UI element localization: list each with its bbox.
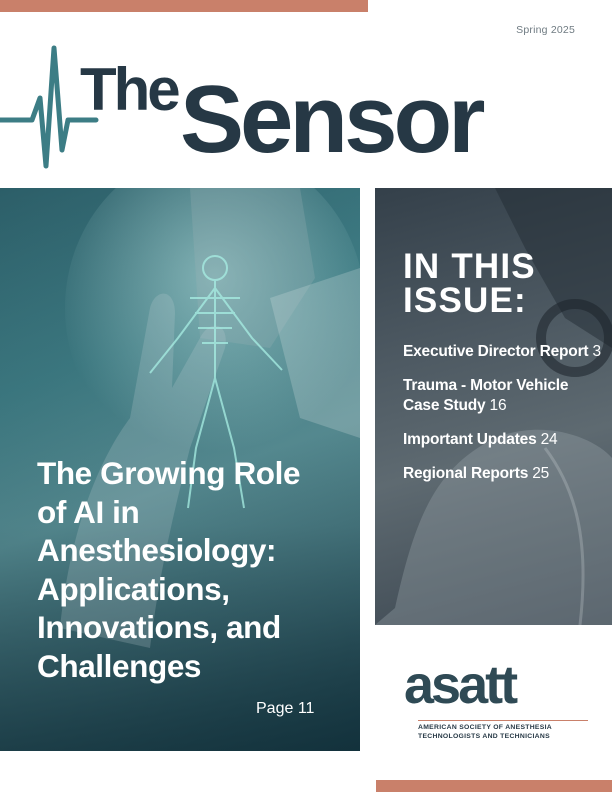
top-accent-bar [0, 0, 368, 12]
publisher-name: AMERICAN SOCIETY OF ANESTHESIA TECHNOLOGISTS AND TECHNICIANS [418, 720, 588, 741]
masthead-logo [0, 38, 612, 188]
publisher-logo-text: asatt [404, 655, 516, 715]
toc-heading: IN THIS ISSUE: [403, 247, 536, 320]
in-this-issue-panel [375, 188, 612, 625]
toc-item[interactable] [403, 464, 603, 484]
masthead-prefix: The [80, 56, 178, 123]
issue-date: Spring 2025 [516, 24, 575, 36]
toc-item-title: Executive Director Report [403, 343, 589, 360]
cover-page-ref[interactable]: Page 11 [256, 700, 315, 717]
cover-headline: The Growing Role of AI in Anesthesiology: Applications, Innovations, and Challenges [37, 455, 301, 684]
toc-item-page: 16 [489, 397, 507, 414]
toc-item-title: Regional Reports [403, 465, 529, 482]
toc-list [403, 342, 603, 498]
masthead-title: Sensor [180, 66, 482, 173]
masthead [0, 38, 612, 188]
cover-image [0, 188, 360, 751]
bottom-accent-bar [376, 780, 612, 792]
toc-item[interactable] [403, 430, 603, 450]
toc-item-page: 3 [592, 343, 601, 360]
asatt-logo [404, 655, 564, 715]
toc-item-page: 24 [540, 431, 558, 448]
toc-item[interactable] [403, 376, 603, 416]
toc-item-title: Important Updates [403, 431, 537, 448]
publisher-logo [404, 655, 564, 715]
toc-item-title: Trauma - Motor Vehicle Case Study [403, 377, 569, 414]
toc-item-page: 25 [532, 465, 550, 482]
toc-item[interactable] [403, 342, 603, 362]
